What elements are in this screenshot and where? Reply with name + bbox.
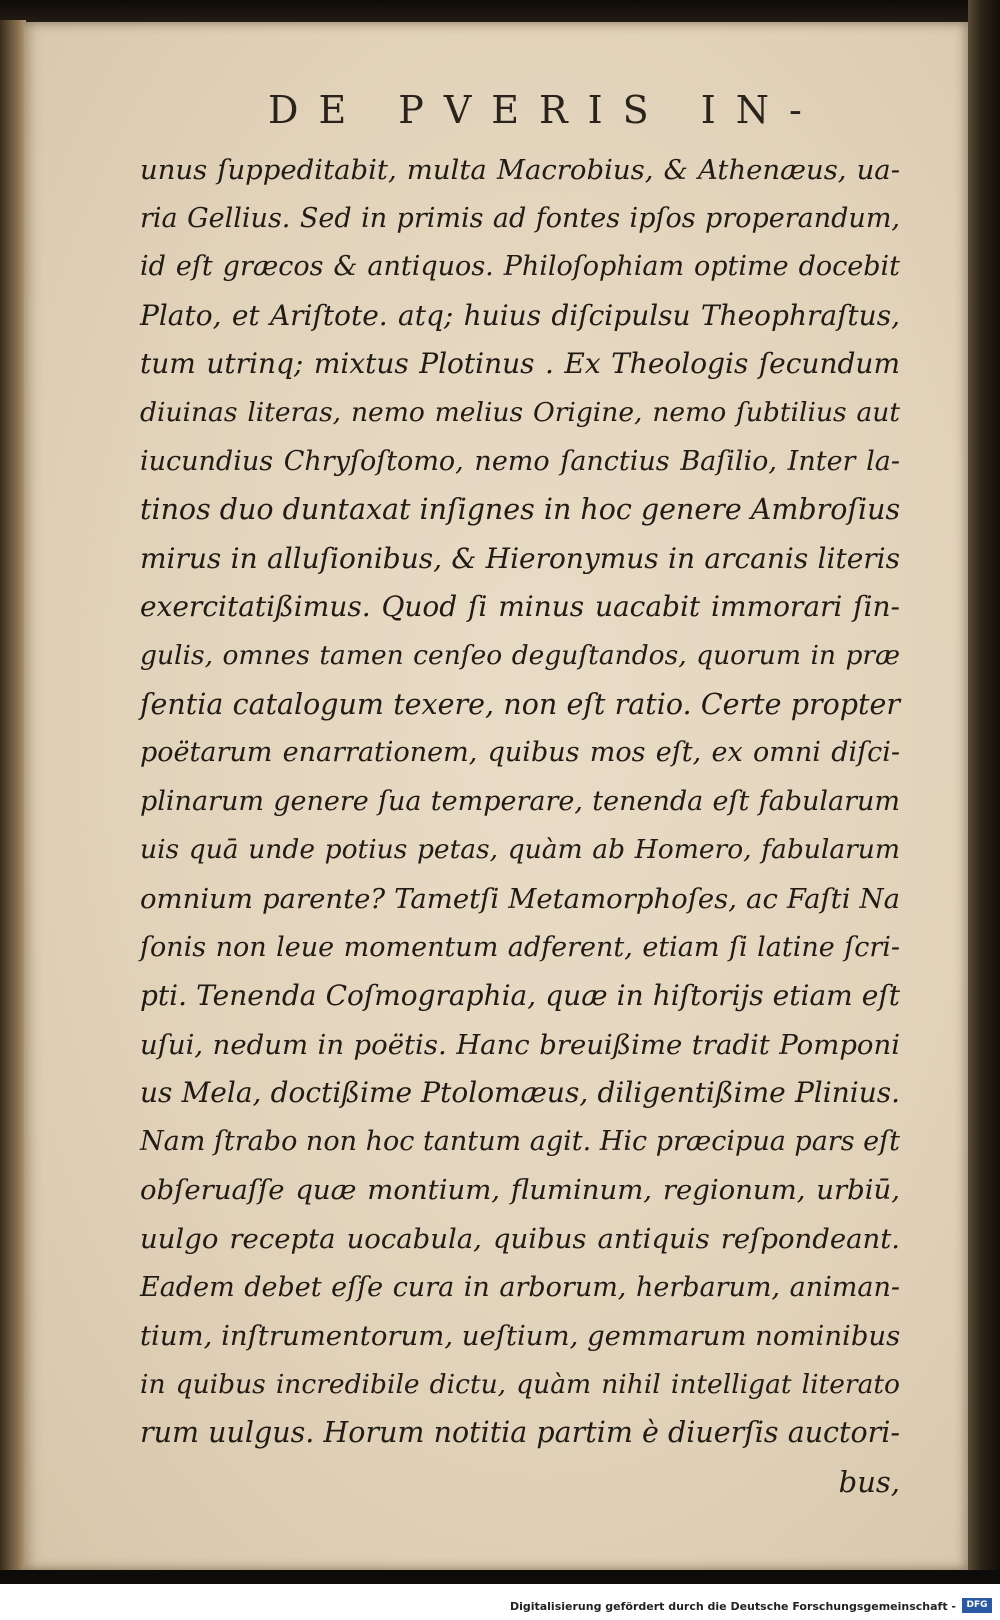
page-body-text <box>140 146 900 1507</box>
text-line: rum uulgus. Horum notitia partim è diuerſis auctori- <box>140 1416 900 1450</box>
text-line: ſonis non leue momentum adferent, etiam ſi latine ſcri- <box>140 931 900 963</box>
text-line: Nam ſtrabo non hoc tantum agit. Hic præcipua pars eſt <box>140 1125 900 1157</box>
book-fore-edge <box>968 0 1000 1580</box>
text-line: exercitatißimus. Quod ſi minus uacabit immorari ſin- <box>140 590 900 624</box>
digitization-credit: Digitalisierung gefördert durch die Deutsche Forschungsgemeinschaft - <box>509 1600 956 1613</box>
text-line: Eadem debet eſſe cura in arborum, herbarum, animan- <box>140 1271 900 1303</box>
text-line: poëtarum enarrationem, quibus mos eſt, ex omni diſci- <box>140 737 900 769</box>
text-line: mirus in alluſionibus, & Hieronymus in arcanis literis <box>140 541 900 575</box>
book-gutter-edge <box>0 20 26 1580</box>
text-line: uulgo recepta uocabula, quibus antiquis reſpondeant. <box>140 1223 900 1256</box>
text-line: obſeruaſſe quæ montium, fluminum, regionum, urbiū, <box>140 1174 900 1207</box>
text-line: uis quā unde potius petas, quàm ab Homero, fabularum <box>140 834 900 866</box>
text-line: pti. Tenenda Coſmographia, quæ in hiſtorijs etiam eſt <box>140 979 900 1013</box>
catchword-line: bus, <box>838 1465 900 1500</box>
text-line: omnium parente? Tametſi Metamorphoſes, ac Faſti Na <box>140 882 900 915</box>
text-line: in quibus incredibile dictu, quàm nihil intelligat literato <box>140 1368 900 1400</box>
text-line: ſentia catalogum texere, non eſt ratio. Certe propter <box>140 687 900 721</box>
text-line: id eſt græcos & antiquos. Philoſophiam optime docebit <box>140 251 900 283</box>
text-line: tinos duo duntaxat inſignes in hoc genere Ambroſius <box>140 493 901 527</box>
dfg-logo: DFG <box>962 1598 992 1613</box>
text-line: plinarum genere ſua temperare, tenenda eſt fabularum <box>140 785 900 817</box>
scan-bottom-border <box>0 1570 1000 1584</box>
text-line: unus ſuppeditabit, multa Macrobius, & Athenæus, ua- <box>140 154 900 186</box>
text-line: Plato, et Ariſtote. atq; huius diſcipulsu Theophraſtus, <box>140 298 900 332</box>
text-line: iucundius Chryſoſtomo, nemo ſanctius Baſilio, Inter la- <box>140 445 900 477</box>
running-head: DE PVERIS IN- <box>268 88 822 132</box>
scan-footer <box>0 1570 1000 1620</box>
text-line: tium, inſtrumentorum, ueſtium, gemmarum nominibus <box>140 1320 901 1353</box>
text-line: tum utrinq; mixtus Plotinus . Ex Theologis ſecundum <box>140 347 900 381</box>
text-line: ria Gellius. Sed in primis ad fontes ipſos properandum, <box>140 202 900 234</box>
text-line: gulis, omnes tamen cenſeo deguſtandos, quorum in præ <box>140 639 900 671</box>
text-line: diuinas literas, nemo melius Origine, nemo ſubtilius aut <box>140 396 900 428</box>
text-line: us Mela, doctißime Ptolomæus, diligentißime Plinius. <box>140 1076 900 1110</box>
text-line: uſui, nedum in poëtis. Hanc breuißime tradit Pomponi <box>140 1028 900 1061</box>
